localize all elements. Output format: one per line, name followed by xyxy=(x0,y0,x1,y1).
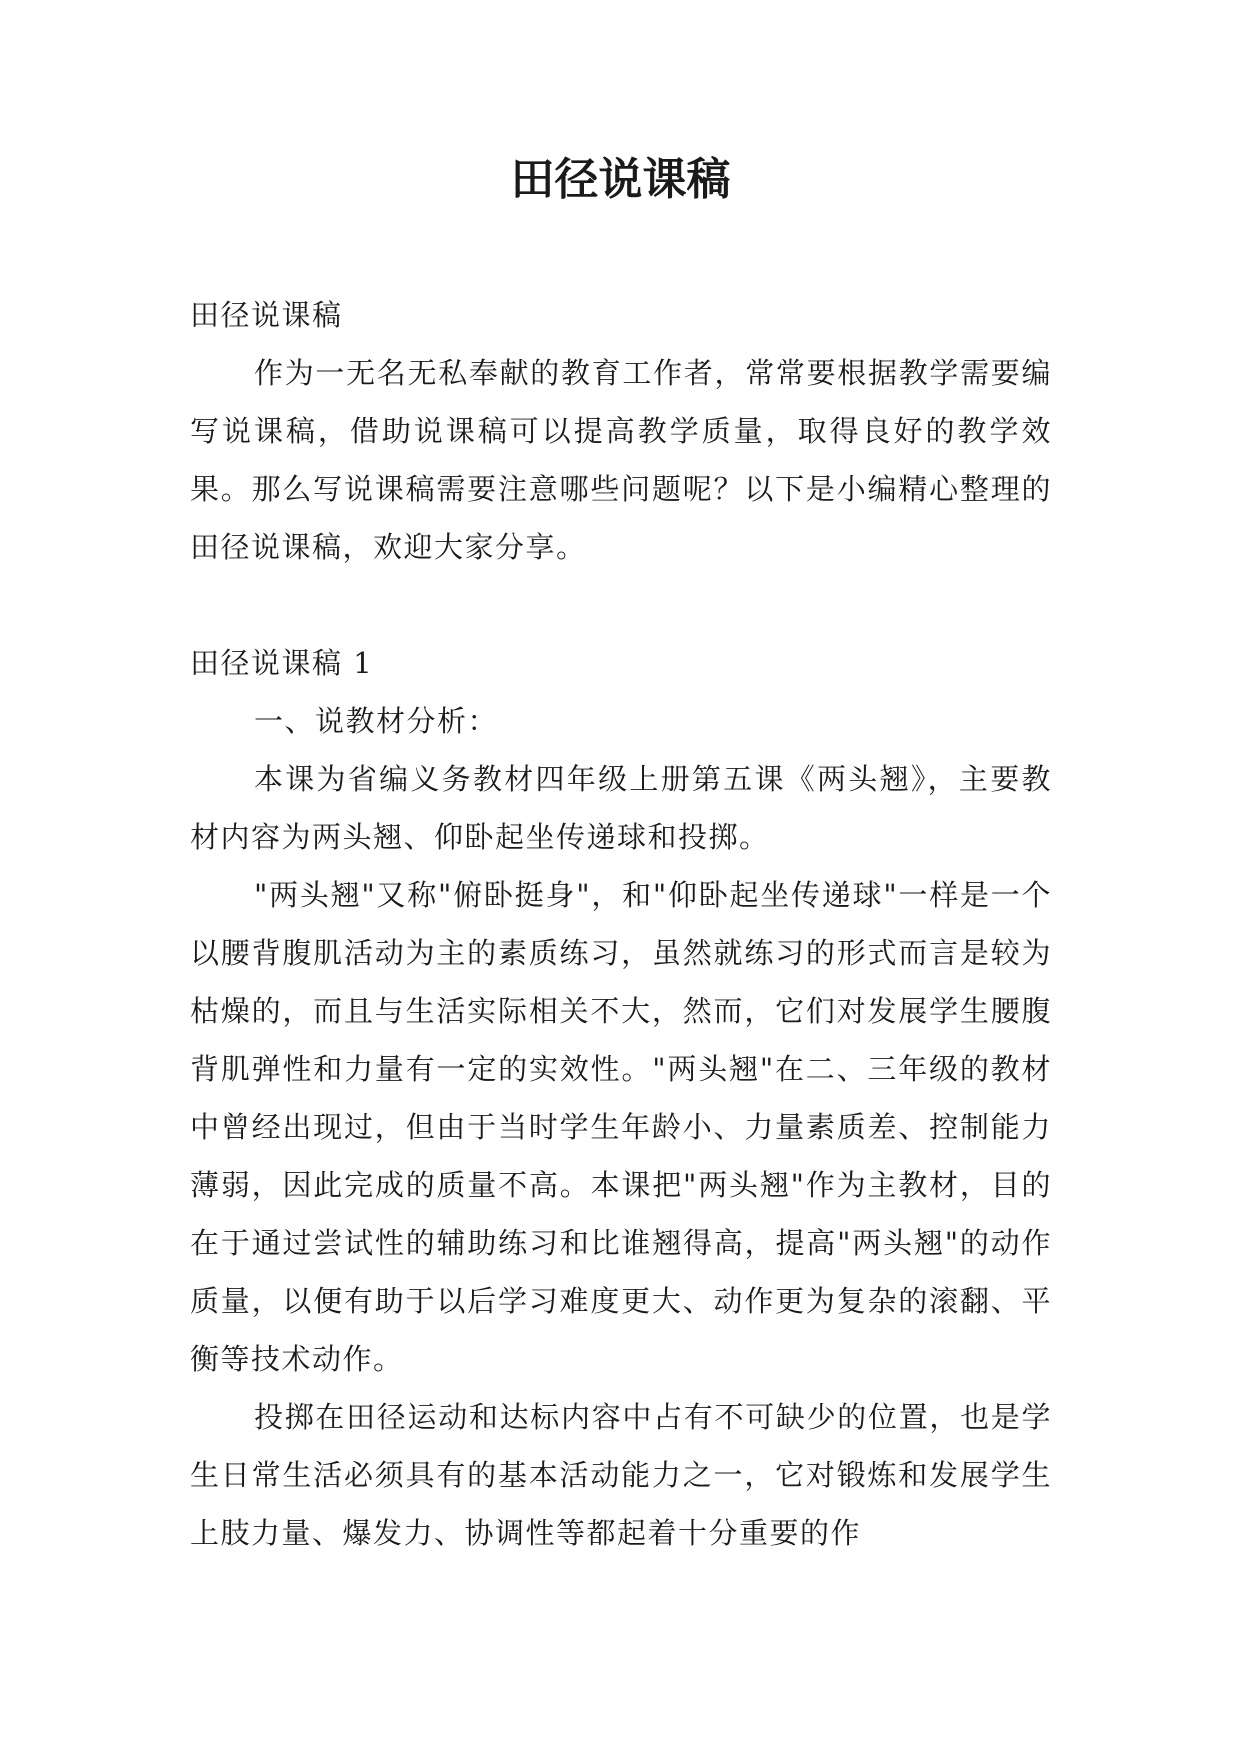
section-heading: 田径说课稿 1 xyxy=(190,646,374,680)
body-paragraph: 投掷在田径运动和达标内容中占有不可缺少的位置，也是学生日常生活必须具有的基本活动能力之一，它对锻炼和发展学生上肢力量、爆发力、协调性等都起着十分重要的作 xyxy=(190,1400,1052,1550)
document-body xyxy=(190,286,1052,1562)
body-paragraph: "两头翘"又称"俯卧挺身"，和"仰卧起坐传递球"一样是一个以腰背腹肌活动为主的素质练习，虽然就练习的形式而言是较为枯燥的，而且与生活实际相关不大，然而，它们对发展学生腰腹背肌弹性和力量有一定的实效性。"两头翘"在二、三年级的教材中曾经出现过，但由于当时学生年龄小、力量素质差、控制能力薄弱，因此完成的质量不高。本课把"两头翘"作为主教材，目的在于通过尝试性的辅助练习和比谁翘得高，提高"两头翘"的动作质量，以便有助于以后学习难度更大、动作更为复杂的滚翻、平衡等技术动作。 xyxy=(190,878,1052,1376)
subtitle-paragraph: 田径说课稿 xyxy=(190,298,343,332)
subsection-heading: 一、说教材分析： xyxy=(254,704,499,738)
intro-paragraph: 作为一无名无私奉献的教育工作者，常常要根据教学需要编写说课稿，借助说课稿可以提高教学质量，取得良好的教学效果。那么写说课稿需要注意哪些问题呢？以下是小编精心整理的田径说课稿，欢迎大家分享。 xyxy=(190,356,1052,564)
document-title: 田径说课稿 xyxy=(510,154,731,205)
body-paragraph: 本课为省编义务教材四年级上册第五课《两头翘》，主要教材内容为两头翘、仰卧起坐传递球和投掷。 xyxy=(190,762,1052,854)
